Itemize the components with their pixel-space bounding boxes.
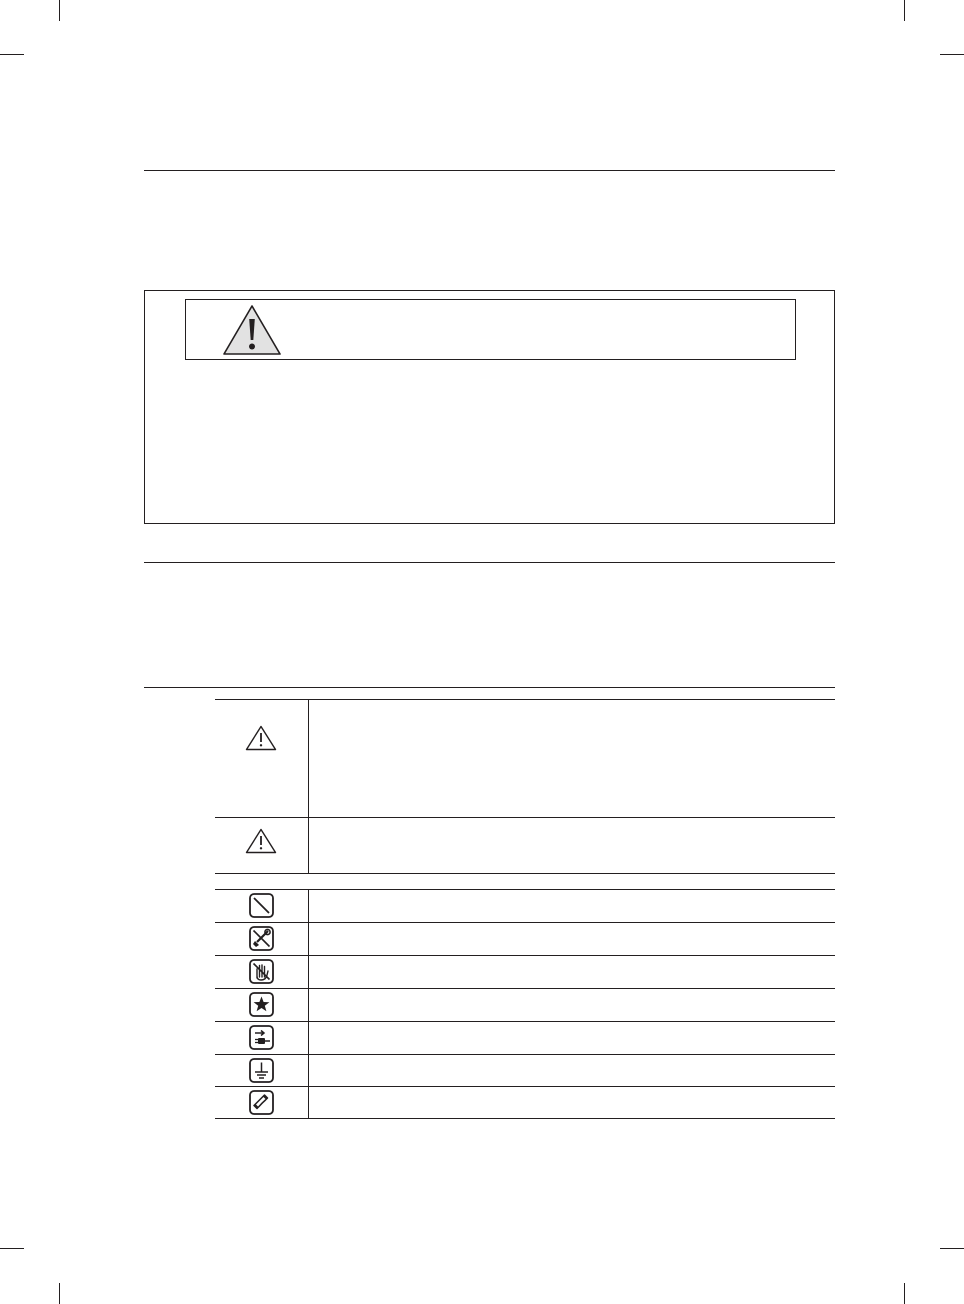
grounding-icon — [249, 1058, 274, 1083]
crop-mark-top-left-h — [0, 54, 24, 55]
do-not-disassemble-icon — [249, 926, 274, 951]
crop-mark-top-right-v — [904, 0, 905, 21]
crop-mark-bottom-right-v — [904, 1283, 905, 1304]
section-rule-top — [144, 170, 835, 171]
warning-triangle-icon — [245, 725, 277, 751]
symbol-table-rule-3 — [215, 873, 835, 874]
crop-mark-bottom-left-h — [0, 1248, 24, 1249]
section-rule-lower — [144, 687, 835, 688]
caution-triangle-icon — [245, 828, 277, 854]
crop-mark-top-right-h — [940, 54, 964, 55]
contact-service-phone-icon — [249, 1090, 274, 1115]
prohibited-icon — [249, 893, 274, 918]
symbol-table-divider-upper — [308, 699, 309, 873]
crop-mark-top-left-v — [59, 0, 60, 21]
crop-mark-bottom-left-v — [59, 1283, 60, 1304]
crop-mark-bottom-right-h — [940, 1248, 964, 1249]
unplug-power-icon — [249, 1025, 274, 1050]
warning-triangle-icon — [222, 304, 282, 356]
symbol-table-divider-lower — [308, 889, 309, 1119]
follow-instructions-star-icon — [249, 992, 274, 1017]
do-not-touch-icon — [249, 959, 274, 984]
section-rule-middle — [144, 562, 835, 563]
